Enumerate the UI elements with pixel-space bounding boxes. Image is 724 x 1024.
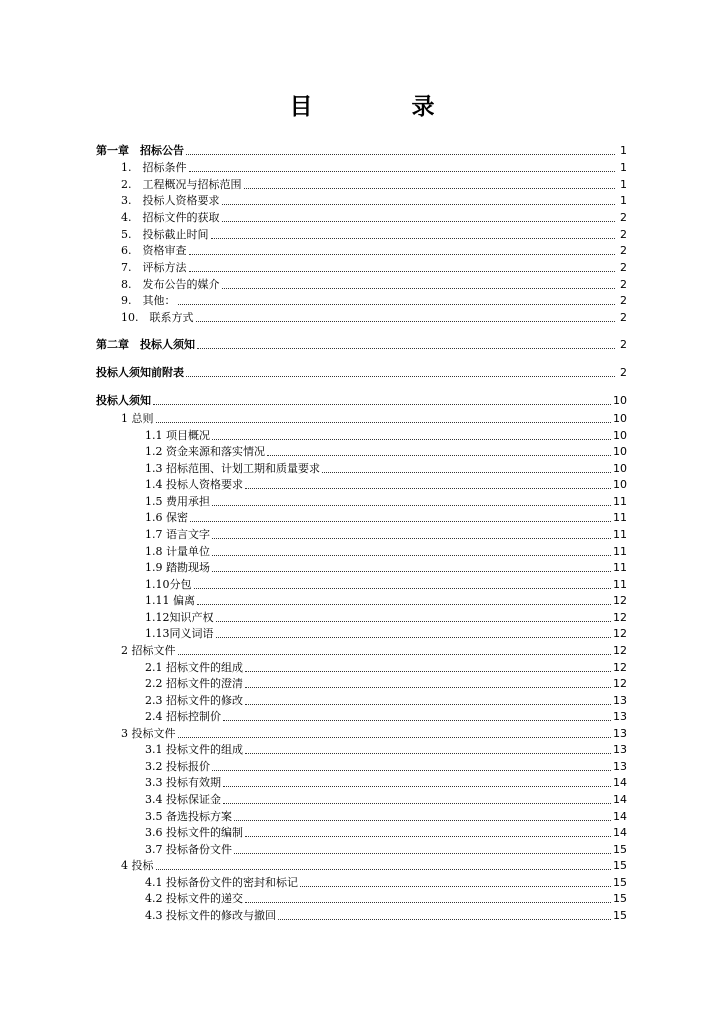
dot-leader [245, 670, 611, 672]
toc-entry-label: 3.1 投标文件的组成 [145, 743, 243, 756]
toc-entry [145, 874, 627, 890]
toc-entry-label: 4.2 投标文件的递交 [145, 892, 243, 905]
dot-leader [234, 852, 611, 854]
toc-entry-label: 2.4 招标控制价 [145, 710, 221, 723]
toc-entry-page-number: 2 [620, 294, 627, 307]
dot-leader [212, 554, 611, 556]
toc-entry [145, 526, 627, 542]
toc-entry [145, 559, 627, 575]
toc-entry-page-number: 12 [613, 644, 627, 657]
toc-entry [145, 576, 627, 592]
dot-leader [222, 287, 616, 289]
toc-entry [145, 460, 627, 476]
toc-entry [121, 857, 627, 873]
toc-entry-page-number: 10 [613, 429, 627, 442]
toc-entry [121, 226, 627, 242]
toc-entry-page-number: 10 [613, 394, 627, 407]
toc-entry-label: 2 招标文件 [121, 644, 176, 657]
dot-leader [212, 438, 611, 440]
toc-entry [145, 692, 627, 708]
dot-leader [197, 603, 611, 605]
dot-leader [212, 769, 611, 771]
toc-entry-label: 1.10分包 [145, 578, 192, 591]
toc-entry-page-number: 15 [613, 843, 627, 856]
dot-leader [178, 736, 612, 738]
toc-entry-label: 1.3 招标范围、计划工期和质量要求 [145, 462, 320, 475]
toc-entry [145, 509, 627, 525]
toc-entry-label: 2.2 招标文件的澄清 [145, 677, 243, 690]
toc-entry [145, 791, 627, 807]
toc-entry [121, 192, 627, 208]
page-title: 目 录 [289, 94, 473, 120]
toc-entry-page-number: 12 [613, 677, 627, 690]
toc-entry-label: 6. 资格审查 [121, 244, 187, 257]
toc-entry-page-number: 2 [620, 261, 627, 274]
toc-entry-page-number: 13 [613, 710, 627, 723]
toc-entry-page-number: 12 [613, 594, 627, 607]
toc-entry-page-number: 2 [620, 311, 627, 324]
dot-leader [234, 819, 611, 821]
toc-entry-label: 4 投标 [121, 859, 154, 872]
dot-leader [322, 471, 611, 473]
toc-entry [96, 364, 627, 380]
toc-entry [145, 841, 627, 857]
toc-entry-page-number: 14 [613, 810, 627, 823]
toc-entry [145, 543, 627, 559]
toc-entry [145, 741, 627, 757]
toc-entry-label: 7. 评标方法 [121, 261, 187, 274]
toc-entry [145, 758, 627, 774]
toc-entry-page-number: 2 [620, 244, 627, 257]
toc-entry-label: 第二章 投标人须知 [96, 338, 195, 351]
toc-entry-label: 5. 投标截止时间 [121, 228, 209, 241]
toc-entry-label: 2.3 招标文件的修改 [145, 694, 243, 707]
toc-entry [145, 476, 627, 492]
toc-entry-page-number: 10 [613, 478, 627, 491]
dot-leader [267, 454, 611, 456]
toc-entry [96, 142, 627, 158]
toc-entry-label: 投标人须知前附表 [96, 366, 184, 379]
dot-leader [189, 170, 616, 172]
dot-leader [223, 719, 611, 721]
toc-entry-label: 3. 投标人资格要求 [121, 194, 220, 207]
toc-entry-page-number: 14 [613, 776, 627, 789]
toc-entry [145, 675, 627, 691]
toc-entry-page-number: 14 [613, 826, 627, 839]
toc-entry [121, 309, 627, 325]
toc-entry-label: 4.1 投标备份文件的密封和标记 [145, 876, 298, 889]
dot-leader [245, 686, 611, 688]
toc-entry [121, 642, 627, 658]
toc-entry [121, 242, 627, 258]
toc-entry-label: 3.4 投标保证金 [145, 793, 221, 806]
toc-entry [121, 410, 627, 426]
toc-entry-page-number: 15 [613, 876, 627, 889]
toc-entry-label: 2.1 招标文件的组成 [145, 661, 243, 674]
toc-entry-label: 2. 工程概况与招标范围 [121, 178, 242, 191]
toc-entry [145, 493, 627, 509]
dot-leader [212, 570, 611, 572]
toc-entry-page-number: 11 [613, 578, 627, 591]
toc-entry-page-number: 1 [620, 194, 627, 207]
toc-entry-label: 3.6 投标文件的编制 [145, 826, 243, 839]
toc-entry [121, 725, 627, 741]
dot-leader [156, 421, 612, 423]
toc-entry-page-number: 10 [613, 445, 627, 458]
toc-entry-page-number: 2 [620, 338, 627, 351]
toc-entry-label: 1.2 资金来源和落实情况 [145, 445, 265, 458]
toc-entry-page-number: 15 [613, 892, 627, 905]
dot-leader [223, 785, 611, 787]
dot-leader [223, 802, 611, 804]
toc-entry-page-number: 15 [613, 909, 627, 922]
toc-entry [145, 427, 627, 443]
toc-entry-label: 1.6 保密 [145, 511, 188, 524]
dot-leader [196, 320, 616, 322]
toc-entry-page-number: 11 [613, 561, 627, 574]
toc-entry-page-number: 14 [613, 793, 627, 806]
dot-leader [300, 885, 611, 887]
toc-entry-label: 第一章 招标公告 [96, 144, 184, 157]
toc-entry [121, 159, 627, 175]
toc-entry [145, 609, 627, 625]
toc-entry-label: 3 投标文件 [121, 727, 176, 740]
toc-entry [145, 824, 627, 840]
dot-leader [212, 504, 611, 506]
dot-leader [197, 347, 615, 349]
toc-entry-page-number: 11 [613, 528, 627, 541]
toc-entry-page-number: 12 [613, 611, 627, 624]
toc-entry-label: 9. 其他： [121, 294, 176, 307]
toc-entry [145, 907, 627, 923]
dot-leader [245, 752, 611, 754]
toc-entry-page-number: 13 [613, 694, 627, 707]
dot-leader [245, 703, 611, 705]
toc-entry-label: 3.5 备选投标方案 [145, 810, 232, 823]
toc-entry-page-number: 1 [620, 161, 627, 174]
toc-entry-label: 1. 招标条件 [121, 161, 187, 174]
toc-entry-label: 1 总则 [121, 412, 154, 425]
dot-leader [178, 303, 616, 305]
toc-entry-label: 1.9 踏勘现场 [145, 561, 210, 574]
toc-entry-page-number: 12 [613, 627, 627, 640]
toc-entry-page-number: 13 [613, 727, 627, 740]
dot-leader [156, 868, 612, 870]
toc-entry-label: 3.7 投标备份文件 [145, 843, 232, 856]
toc-entry-label: 1.13同义词语 [145, 627, 214, 640]
toc-entry-label: 1.5 费用承担 [145, 495, 210, 508]
toc-entry-label: 10. 联系方式 [121, 311, 194, 324]
toc-entry-page-number: 2 [620, 211, 627, 224]
toc-entry [121, 209, 627, 225]
dot-leader [190, 520, 611, 522]
dot-leader [222, 203, 616, 205]
toc-entry-page-number: 11 [613, 545, 627, 558]
toc-entry-page-number: 11 [613, 511, 627, 524]
dot-leader [216, 620, 612, 622]
toc-entry-label: 3.3 投标有效期 [145, 776, 221, 789]
toc-entry [145, 774, 627, 790]
toc-entry [121, 276, 627, 292]
toc-entry-page-number: 10 [613, 412, 627, 425]
dot-leader [211, 237, 616, 239]
toc-entry [121, 292, 627, 308]
toc-entry-label: 1.8 计量单位 [145, 545, 210, 558]
dot-leader [245, 901, 611, 903]
toc-entry-page-number: 10 [613, 462, 627, 475]
dot-leader [216, 636, 612, 638]
dot-leader [278, 918, 611, 920]
toc-entry-label: 1.12知识产权 [145, 611, 214, 624]
dot-leader [244, 187, 616, 189]
toc-entry-page-number: 13 [613, 760, 627, 773]
dot-leader [178, 653, 612, 655]
dot-leader [189, 270, 616, 272]
toc-entry [145, 659, 627, 675]
toc-entry-label: 3.2 投标报价 [145, 760, 210, 773]
dot-leader [186, 153, 615, 155]
toc-entry [145, 443, 627, 459]
dot-leader [222, 220, 616, 222]
toc-entry [145, 708, 627, 724]
toc-entry-label: 1.1 项目概况 [145, 429, 210, 442]
toc-entry-page-number: 1 [620, 144, 627, 157]
toc-entry-page-number: 15 [613, 859, 627, 872]
toc-entry [145, 592, 627, 608]
toc-entry-page-number: 11 [613, 495, 627, 508]
toc-entry [96, 392, 627, 408]
dot-leader [189, 253, 616, 255]
dot-leader [153, 403, 611, 405]
toc-entry [121, 259, 627, 275]
toc-entry-page-number: 2 [620, 228, 627, 241]
toc-entry [145, 625, 627, 641]
toc-entry-page-number: 13 [613, 743, 627, 756]
dot-leader [245, 835, 611, 837]
toc-entry [121, 176, 627, 192]
dot-leader [245, 487, 611, 489]
toc-entry-label: 投标人须知 [96, 394, 151, 407]
toc-entry-label: 1.7 语言文字 [145, 528, 210, 541]
toc-entry-page-number: 2 [620, 366, 627, 379]
dot-leader [186, 375, 615, 377]
toc-entry [145, 890, 627, 906]
toc-entry-label: 1.4 投标人资格要求 [145, 478, 243, 491]
toc-entry-label: 4. 招标文件的获取 [121, 211, 220, 224]
toc-entry-page-number: 12 [613, 661, 627, 674]
toc-entry-label: 4.3 投标文件的修改与撤回 [145, 909, 276, 922]
toc-entry-label: 1.11 偏离 [145, 594, 195, 607]
dot-leader [212, 537, 611, 539]
toc-entry [145, 808, 627, 824]
toc-entry [96, 336, 627, 352]
dot-leader [194, 587, 612, 589]
toc-entry-page-number: 2 [620, 278, 627, 291]
toc-entry-page-number: 1 [620, 178, 627, 191]
toc-entry-label: 8. 发布公告的媒介 [121, 278, 220, 291]
